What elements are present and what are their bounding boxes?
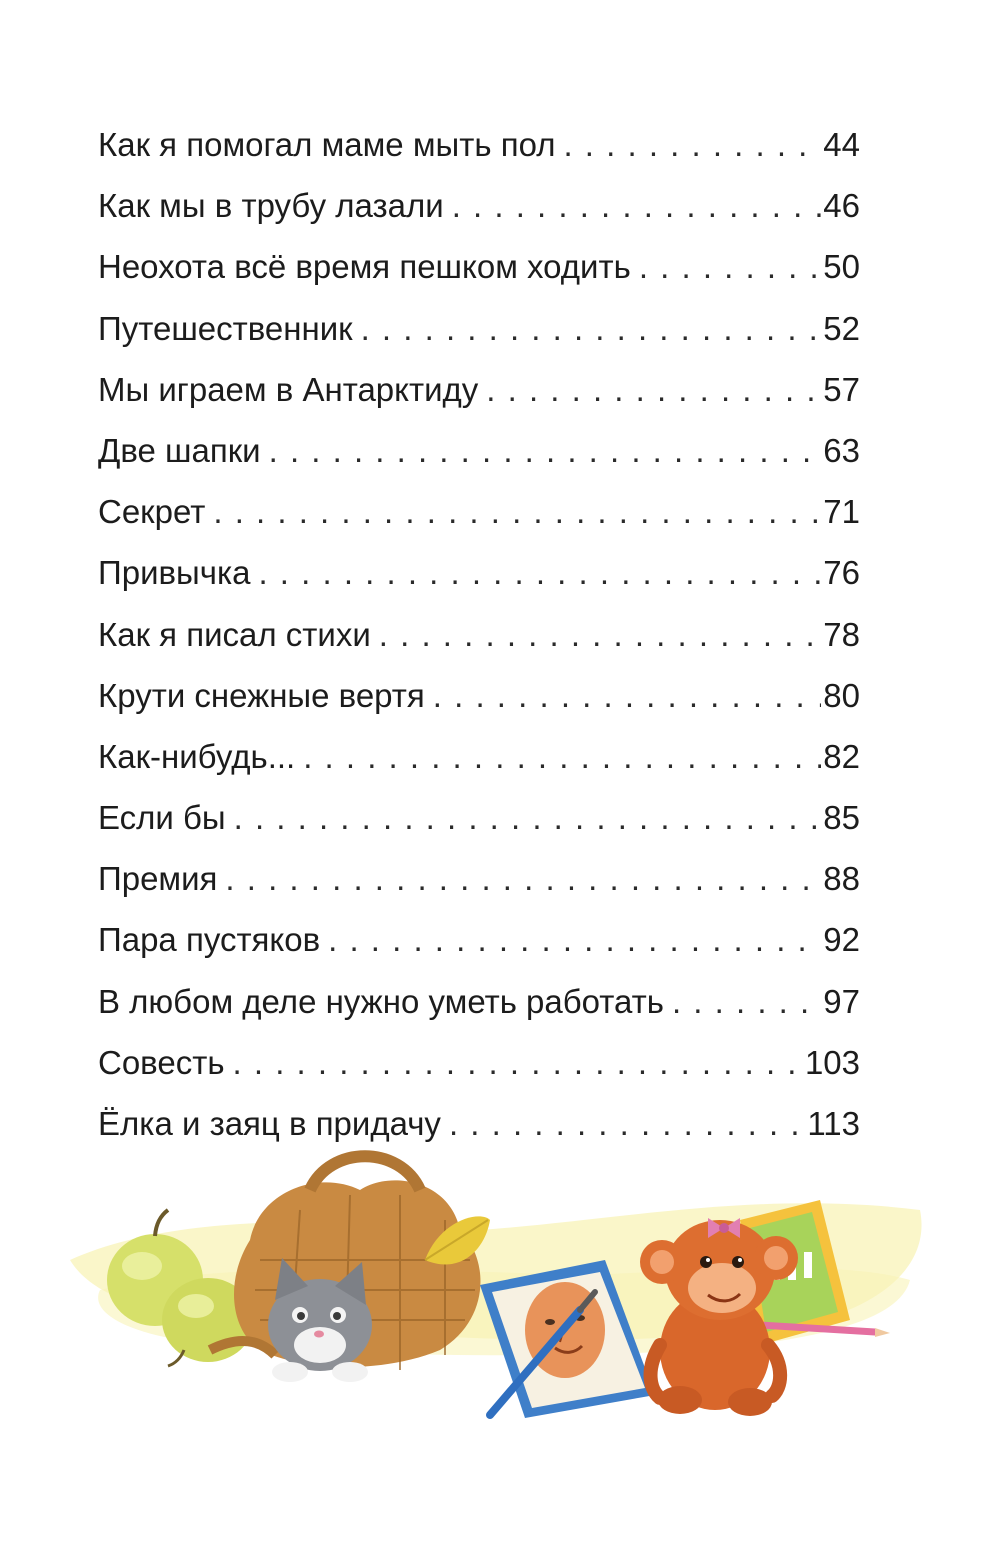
toc-entry-page: 82 xyxy=(823,737,860,775)
toc-entry-page: 103 xyxy=(804,1043,860,1081)
toc-entry-page: 97 xyxy=(823,982,860,1020)
toc-entry-page: 92 xyxy=(823,921,860,959)
toc-entry-title: Секрет xyxy=(98,493,206,531)
toc-entry-page: 88 xyxy=(823,860,860,898)
toc-leader-dots xyxy=(449,1093,805,1154)
toc-leader-dots xyxy=(563,114,821,175)
toc-entry[interactable] xyxy=(98,236,860,297)
toc-entry[interactable] xyxy=(98,726,860,787)
toc-entry-title: Как я писал стихи xyxy=(98,615,371,653)
toc-entry[interactable] xyxy=(98,420,860,481)
toc-entry-title: В любом деле нужно уметь работать xyxy=(98,982,664,1020)
toc-entry[interactable] xyxy=(98,971,860,1032)
toc-entry-page: 63 xyxy=(823,431,860,469)
toc-entry-title: Неохота всё время пешком ходить xyxy=(98,248,631,286)
toc-entry-page: 80 xyxy=(823,676,860,714)
toc-entry-page: 71 xyxy=(823,493,860,531)
toc-entry[interactable] xyxy=(98,909,860,970)
toc-leader-dots xyxy=(234,787,822,848)
toc-entry-title: Привычка xyxy=(98,554,251,592)
toc-leader-dots xyxy=(328,909,821,970)
toc-leader-dots xyxy=(379,604,821,665)
toc-entry-title: Две шапки xyxy=(98,431,261,469)
toc-entry-page: 46 xyxy=(823,187,860,225)
toc-entry[interactable] xyxy=(98,542,860,603)
toc-leader-dots xyxy=(225,848,821,909)
toc-entry-title: Как-нибудь... xyxy=(98,737,296,775)
toc-entry-page: 113 xyxy=(807,1105,860,1142)
toc-entry-page: 78 xyxy=(823,615,860,653)
toc-entry[interactable] xyxy=(98,1093,860,1154)
toc-entry-title: Совесть xyxy=(98,1043,225,1081)
toc-entry-page: 52 xyxy=(823,309,860,347)
decorative-illustration xyxy=(60,1150,940,1440)
toc-entry-title: Как мы в трубу лазали xyxy=(98,187,444,225)
toc-entry-page: 85 xyxy=(823,799,860,837)
toc-entry[interactable] xyxy=(98,787,860,848)
toc-entry-page: 44 xyxy=(823,126,860,163)
toc-entry[interactable] xyxy=(98,1032,860,1093)
toc-leader-dots xyxy=(433,665,821,726)
toc-entry-title: Мы играем в Антарктиду xyxy=(98,370,479,408)
toc-leader-dots xyxy=(639,236,821,297)
toc-entry-title: Путешественник xyxy=(98,309,353,347)
table-of-contents xyxy=(98,114,860,1154)
toc-leader-dots xyxy=(672,971,821,1032)
toc-leader-dots xyxy=(213,481,821,542)
toc-entry-title: Как я помогал маме мыть пол xyxy=(98,126,556,163)
toc-leader-dots xyxy=(303,726,821,787)
toc-leader-dots xyxy=(452,175,822,236)
toc-leader-dots xyxy=(258,542,821,603)
toc-leader-dots xyxy=(269,420,822,481)
toc-entry-page: 57 xyxy=(823,370,860,408)
toc-entry[interactable] xyxy=(98,604,860,665)
toc-entry-page: 76 xyxy=(823,554,860,592)
toc-leader-dots xyxy=(486,359,821,420)
toc-entry[interactable] xyxy=(98,481,860,542)
toc-entry-title: Если бы xyxy=(98,799,226,837)
toc-leader-dots xyxy=(361,298,822,359)
toc-entry[interactable] xyxy=(98,359,860,420)
toc-entry[interactable] xyxy=(98,298,860,359)
toc-entry[interactable] xyxy=(98,665,860,726)
toc-entry-title: Премия xyxy=(98,860,218,898)
toc-entry-page: 50 xyxy=(823,248,860,286)
toc-entry[interactable] xyxy=(98,114,860,175)
toc-entry-title: Пара пустяков xyxy=(98,921,321,959)
toc-entry[interactable] xyxy=(98,848,860,909)
toc-entry-title: Крути снежные вертя xyxy=(98,676,425,714)
toc-entry[interactable] xyxy=(98,175,860,236)
toc-leader-dots xyxy=(233,1032,803,1093)
toc-entry-title: Ёлка и заяц в придачу xyxy=(98,1105,441,1142)
